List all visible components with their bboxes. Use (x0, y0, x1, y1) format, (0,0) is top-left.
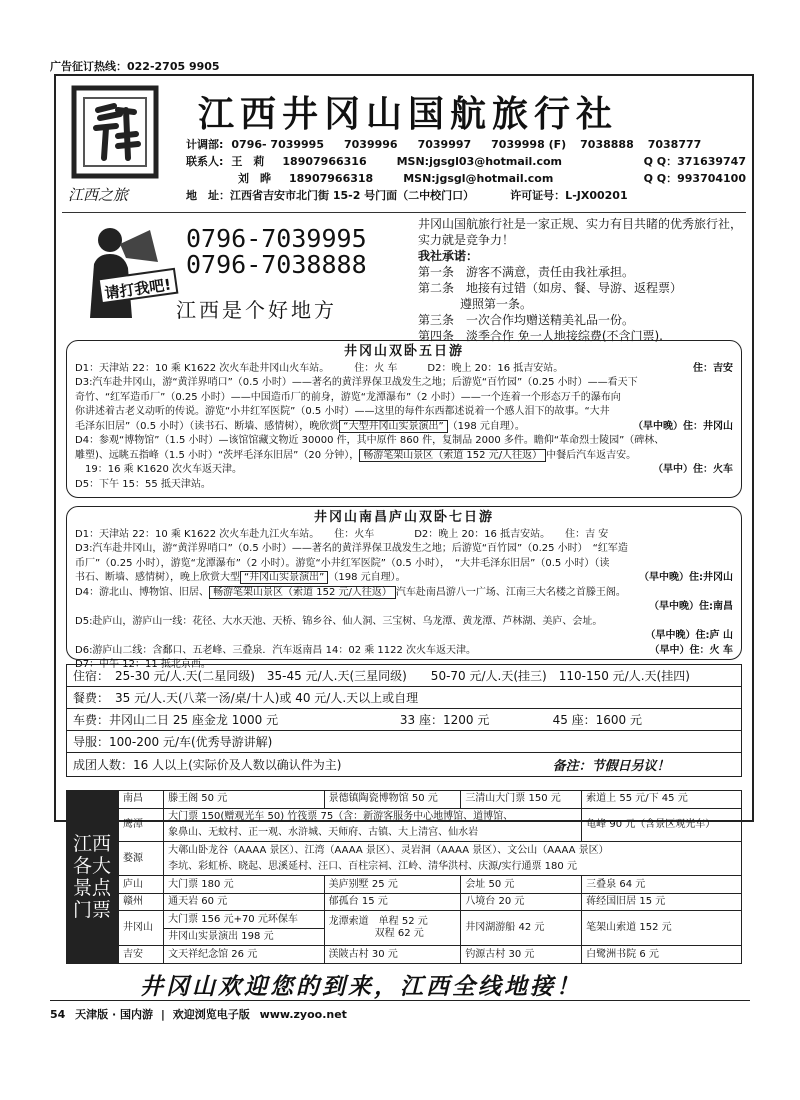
ticket-cell: 象鼻山、无蚊村、正一观、水浒城、天师府、古镇、大上清宫、仙水岩 (164, 825, 582, 842)
itinerary-text: 毛泽东旧居”（0.5 小时）（读书石、断墙、感情树），晚欣赏 (75, 420, 340, 432)
contact-msn: MSN:jgsgl03@hotmail.com (396, 155, 563, 168)
itinerary-text: （早中晚）住:南昌 (649, 601, 733, 612)
website-link[interactable]: www.zyoo.net (259, 1008, 347, 1021)
itinerary-line: D3:汽车赴井冈山，游“黄洋界哨口”（0.5 小时）——著名的黄洋界保卫战发生之地；后游览“百竹园”（0.25 小时）——看天下 (75, 377, 638, 388)
highlight-box: 畅游笔架山景区（索道 152 元/人往返） (359, 449, 546, 462)
dragon-seal-logo (70, 84, 160, 180)
itinerary-line: D3:汽车赴井冈山，游“黄洋界哨口”（0.5 小时）——著名的黄洋界保卫战发生之地；后游览“百竹园”（0.25 小时） “红军造 (75, 543, 628, 554)
itinerary-text: 书石、断墙、感情树），晚上欣赏大型 (75, 572, 240, 583)
itinerary-text: D4：游北山、博物馆、旧居、 (75, 586, 210, 598)
ticket-row (119, 911, 742, 929)
price-row (67, 753, 742, 777)
ticket-cell: 井冈山 (119, 911, 164, 946)
ticket-cell: 鹰潭 (119, 808, 164, 842)
contact-qq: Q Q：993704100 (643, 172, 746, 185)
address: 地 址：江西省吉安市北门街 15-2 号门面（二中校门口） (186, 189, 475, 202)
itinerary-text: （早中晚）住:井冈山 (639, 572, 733, 583)
promo-phone: 0796-7038888 (186, 250, 367, 279)
ticket-cell: 三叠泉 64 元 (582, 876, 742, 894)
ticket-cell: 婺源 (119, 842, 164, 876)
divider (62, 212, 746, 213)
ticket-cell: 南昌 (119, 791, 164, 809)
phone: 7038777 (647, 138, 702, 151)
car-price: 33 座：1200 元 (394, 709, 547, 731)
ticket-cell: 笔架山索道 152 元 (582, 911, 742, 946)
footer-sep: | (160, 1008, 165, 1021)
ticket-cell: 大门票 156 元+70 元环保车 (164, 911, 325, 929)
itinerary-line (75, 362, 733, 377)
ticket-cell: 庐山 (119, 876, 164, 894)
guide-price: 导服：100-200 元/车(优秀导游讲解) (67, 731, 742, 753)
ticket-cell: 李坑、彩虹桥、晓起、思溪延村、汪口、百柱宗祠、江岭、清华洪村、庆源/实行通票 180 元 (164, 859, 742, 876)
contact-label: 联系人: (186, 155, 224, 168)
footer-divider (50, 1000, 750, 1001)
itinerary-line (75, 420, 733, 435)
page-footer (50, 1006, 347, 1022)
address-row (186, 187, 746, 204)
intro: 井冈山国航旅行社是一家正规、实力有目共睹的优秀旅行社，实力就是竞争力！ (418, 217, 743, 247)
itinerary-line: 你讲述着古老义动听的传说。游览“小井红军医院”（0.5 小时）——这里的每件东西都述说着一个感人泪下的故事。“大井 (75, 406, 610, 417)
ticket-cell: 八境台 20 元 (461, 893, 582, 911)
ticket-section (66, 790, 742, 964)
contact-row-2 (186, 170, 746, 187)
itinerary-text: D6:游庐山二线：含鄱口、五老峰、三叠泉．汽车返南昌 14：02 乘 1122 次火车返天津。 (75, 644, 477, 656)
price-row (67, 731, 742, 753)
phone: 7039998 (F) (491, 138, 567, 151)
phone: 7039997 (417, 138, 472, 151)
itinerary-text: （早中晚）住:庐 山 (645, 630, 733, 641)
itinerary-text: 雕塑)、远眺五指峰（1.5 小时）“茨坪毛泽东旧居”（20 分钟）， (75, 449, 360, 461)
ticket-cell: 大门票 180 元 (164, 876, 325, 894)
megaphone-man-icon (80, 218, 180, 322)
itinerary-line (75, 571, 733, 586)
ticket-cell: 美庐别墅 25 元 (324, 876, 461, 894)
itinerary-text: （早中）住：火车 (653, 464, 733, 475)
ticket-cell: 大门票 150(赠观光车 50) 竹筏票 75（含：新游客服务中心地博馆、道博馆、 (164, 808, 582, 825)
ticket-cell: 龙潭索道 单程 52 元 双程 62 元 (324, 911, 461, 946)
tour-seven-day (66, 506, 742, 670)
phone: 7038888 (580, 138, 634, 151)
ad-hotline: 广告征订热线：022-2705 9905 (50, 60, 220, 73)
price-table (66, 664, 742, 777)
itinerary-text: D1：天津站 22：10 乘 K1622 次火车赴井冈山火车站。 住：火 车 D2：晚上 20：16 抵吉安站。 (75, 362, 564, 374)
ticket-row (119, 893, 742, 911)
ticket-cell: 渼陂古村 30 元 (324, 946, 461, 964)
itinerary-line (75, 629, 733, 644)
ticket-cell: 索道上 55 元/下 45 元 (582, 791, 742, 809)
stay-price: 住宿： 25-30 元/人.天(二星同级) 35-45 元/人.天(三星同级) 50-70 元/人.天(挂三) 110-150 元/人.天(挂四) (67, 665, 742, 687)
promise-item: 遵照第一条。 (460, 297, 533, 311)
itinerary-text: （198 元自理）。 (447, 420, 525, 432)
tour-title: 井冈山双卧五日游 (343, 344, 464, 359)
phone: 7039996 (344, 138, 398, 151)
promo-slogan: 江西是个好地方 (176, 298, 337, 322)
ticket-row (119, 791, 742, 809)
ticket-cell: 井冈山实景演出 198 元 (164, 928, 325, 946)
promise-title: 我社承诺： (418, 249, 479, 263)
holiday-note: 备注：节假日另议！ (547, 753, 742, 777)
highlight-box: 畅游笔架山景区（索道 152 元/人往返） (209, 586, 396, 599)
itinerary-line: D7：中午 12：11 抵北京西。 (75, 659, 211, 670)
itinerary-text: （198 元自理）。 (328, 572, 406, 583)
ticket-row (119, 859, 742, 876)
welcome-banner: 井冈山欢迎您的到来，江西全线地接！ (140, 973, 582, 1000)
promo-phones (186, 226, 367, 278)
itinerary-text: 住：吉安 (693, 362, 733, 374)
contact-msn: MSN:jgsgl@hotmail.com (403, 172, 554, 185)
tour-title: 井冈山南昌庐山双卧七日游 (313, 510, 494, 525)
contact-name: 刘 晔 (238, 172, 271, 185)
itinerary-line: D4：参观“博物馆”（1.5 小时）—该馆馆藏文物近 30000 件，其中原件 860 件，复制品 2000 多件。瞻仰“革命烈士陵园”（碑林、 (75, 435, 665, 446)
itinerary-line (75, 449, 733, 464)
contact-mobile: 18907966316 (282, 155, 367, 168)
car-price: 车费：井冈山二日 25 座金龙 1000 元 (67, 709, 394, 731)
itinerary-line: 币厂”（0.25 小时），游览“龙潭瀑布”（2 小时）。游览“小井红军医院”（0.5 小时）， “大井毛泽东旧居”（0.5 小时）（读 (75, 557, 610, 569)
contact-name: 王 莉 (231, 155, 265, 168)
logo-caption: 江西之旅 (68, 186, 129, 204)
ticket-cell: 通天岩 60 元 (164, 893, 325, 911)
ticket-cell: 赣州 (119, 893, 164, 911)
ticket-row (119, 946, 742, 964)
ticket-cell: 滕王阁 50 元 (164, 791, 325, 809)
price-row (67, 709, 742, 731)
highlight-box: “大型井冈山实景演出” (339, 420, 447, 433)
itinerary-line: D1：天津站 22：10 乘 K1622 次火车赴九江火车站。 住：火车 D2：晚上 20：16 抵吉安站。 住：吉 安 (75, 528, 609, 540)
meal-price: 餐费： 35 元/人.天(八菜一汤/桌/十人)或 40 元/人.天以上或自理 (67, 687, 742, 709)
itinerary-line: D5：下午 15：55 抵天津站。 (75, 478, 211, 490)
ticket-table (118, 790, 742, 964)
ticket-cell: 文天祥纪念馆 26 元 (164, 946, 325, 964)
dispatch-label: 计调部: (186, 138, 224, 151)
phone: 0796- 7039995 (231, 138, 324, 151)
ticket-cell: 蒋经国旧居 15 元 (582, 893, 742, 911)
contact-info (186, 136, 746, 204)
ticket-cell: 大鄣山卧龙谷（AAAA 景区）、江湾（AAAA 景区）、灵岩洞（AAAA 景区）、文公山（AAAA 景区） (164, 842, 742, 859)
itinerary-line (75, 644, 733, 659)
ticket-row (119, 876, 742, 894)
itinerary-text: （早中晚）住：井冈山 (633, 420, 733, 432)
contact-mobile: 18907966318 (289, 172, 374, 185)
car-price: 45 座：1600 元 (547, 709, 742, 731)
ticket-cell: 三清山大门票 150 元 (461, 791, 582, 809)
agency-name: 江西井冈山国航旅行社 (198, 93, 619, 135)
ticket-cell: 井冈湖游船 42 元 (461, 911, 582, 946)
ticket-cell: 钓源古村 30 元 (461, 946, 582, 964)
ticket-cell: 景德镇陶瓷博物馆 50 元 (324, 791, 461, 809)
ticket-side-title: 江西各大景点门票 (66, 790, 118, 964)
contact-row-1 (186, 153, 746, 170)
price-row (67, 665, 742, 687)
ticket-row (119, 842, 742, 859)
ticket-cell: 会址 50 元 (461, 876, 582, 894)
promise-item: 第二条 地接有过错（如房、餐、导游、返程票） (418, 281, 683, 295)
promise-item: 第三条 一次合作均赠送精美礼品一份。 (418, 313, 635, 327)
highlight-box: “井冈山实景演出” (240, 571, 328, 584)
ticket-row (119, 808, 742, 825)
ticket-cell: 白鹭洲书院 6 元 (582, 946, 742, 964)
contact-qq: Q Q：371639747 (643, 155, 746, 168)
promise-item: 第四条 淡季合作 免一人地接综费(不含门票). (418, 329, 663, 343)
promise-item: 第一条 游客不满意，责任由我社承担。 (418, 265, 635, 279)
tour-five-day (66, 340, 742, 498)
itinerary-line: 奇竹、“红军造币厂”（0.25 小时）——中国造币厂的前身，游览“龙潭瀑布”（2 小时）——一个连着一个形态万千的瀑布向 (75, 391, 621, 403)
itinerary-line: D5:赴庐山，游庐山一线：花径、大水天池、天桥、锦乡谷、仙人洞、三宝树、乌龙潭、黄龙潭、芦林湖、美庐、会址。 (75, 615, 603, 627)
license: 许可证号：L-JX00201 (510, 189, 628, 202)
ticket-cell: 吉安 (119, 946, 164, 964)
itinerary-line (75, 463, 733, 478)
badge-text: 请打我吧! (103, 275, 173, 303)
web-label: 欢迎浏览电子版 (172, 1008, 250, 1021)
itinerary-text: 19：16 乘 K1620 次火车返天津。 (75, 464, 242, 475)
agency-promise (418, 216, 748, 344)
itinerary-text: （早中）住：火 车 (649, 644, 733, 656)
edition: 天津版 · 国内游 (75, 1008, 153, 1021)
ticket-cell: 龟峰 90 元（含景区观光车） (582, 808, 742, 842)
ticket-cell: 郁孤台 15 元 (324, 893, 461, 911)
group-size: 成团人数：16 人以上(实际价及人数以确认件为主) (67, 753, 547, 777)
itinerary-line (75, 600, 733, 615)
itinerary-text: 中餐后汽车返吉安。 (546, 449, 637, 461)
itinerary-text: 汽车赴南昌游八一广场、江南三大名楼之首滕王阁。 (395, 586, 626, 598)
dispatch-row (186, 136, 746, 153)
itinerary-line (75, 586, 733, 601)
page-number: 54 (50, 1008, 66, 1021)
price-row (67, 687, 742, 709)
promo-phone: 0796-7039995 (186, 224, 367, 253)
